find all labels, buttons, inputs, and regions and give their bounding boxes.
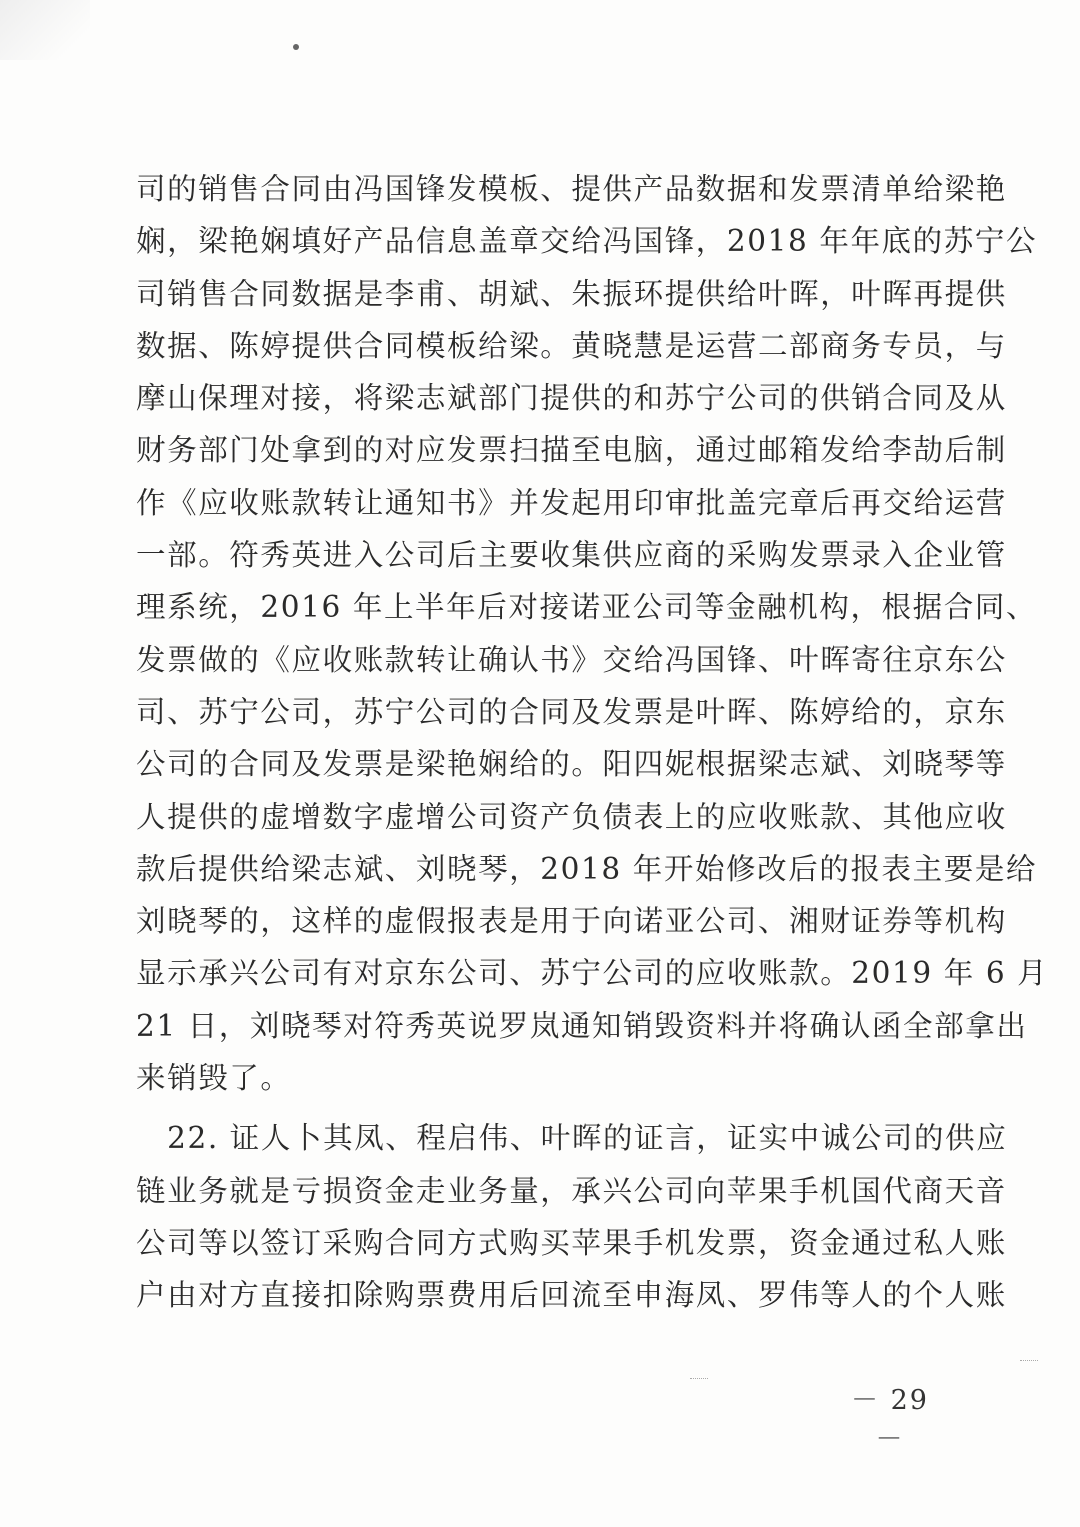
document-body [136,163,1049,1322]
text-line: 公司的合同及发票是梁艳娴给的。阳四妮根据梁志斌、刘晓琴等 [136,747,1007,782]
text-line: 作《应收账款转让通知书》并发起用印审批盖完章后再交给运营 [136,485,1007,520]
text-line: 摩山保理对接，将梁志斌部门提供的和苏宁公司的供销合同及从 [136,381,1007,416]
text-line: 链业务就是亏损资金走业务量，承兴公司向苹果手机国代商天音 [136,1173,1007,1208]
text-line: 刘晓琴的，这样的虚假报表是用于向诺亚公司、湘财证券等机构 [136,904,1007,939]
text-line: 公司等以签订采购合同方式购买苹果手机发票，资金通过私人账 [136,1225,1007,1260]
text-line: 22. 证人卜其凤、程启伟、叶晖的证言，证实中诚公司的供应 [136,1121,1008,1156]
text-line: 人提供的虚增数字虚增公司资产负债表上的应收账款、其他应收 [136,799,1007,834]
scan-corner-shade [0,0,90,60]
text-line: 数据、陈婷提供合同模板给梁。黄晓慧是运营二部商务专员，与 [136,328,1007,363]
text-line: 司的销售合同由冯国锋发模板、提供产品数据和发票清单给梁艳 [136,172,1007,206]
scan-speck-mark [690,1378,708,1385]
text-line: 21 日，刘晓琴对符秀英说罗岚通知销毁资料并将确认函全部拿出 [136,1008,1028,1043]
paragraph-gap [136,1104,928,1112]
page-number: － 29 － [851,1385,929,1455]
text-line: 户由对方直接扣除购票费用后回流至申海凤、罗伟等人的个人账 [136,1278,1007,1313]
text-line: 司销售合同数据是李甫、胡斌、朱振环提供给叶晖，叶晖再提供 [136,276,1007,311]
text-line: 一部。符秀英进入公司后主要收集供应商的采购发票录入企业管 [136,538,1007,573]
scan-dot-mark [293,44,299,50]
text-line: 司、苏宁公司，苏宁公司的合同及发票是叶晖、陈婷给的，京东 [136,694,1007,729]
paragraph-2 [136,1112,1008,1321]
text-line: 发票做的《应收账款转让确认书》交给冯国锋、叶晖寄往京东公 [136,642,1007,677]
text-line: 来销毁了。 [136,1061,292,1096]
text-line: 款后提供给梁志斌、刘晓琴，2018 年开始修改后的报表主要是给 [136,851,1038,886]
scan-speck-mark [1020,1360,1038,1367]
text-line: 财务部门处拿到的对应发票扫描至电脑，通过邮箱发给李劼后制 [136,433,1007,468]
text-line: 理系统，2016 年上半年后对接诺亚公司等金融机构，根据合同、 [136,590,1038,625]
paragraph-1 [136,163,1049,1104]
text-line: 娴，梁艳娴填好产品信息盖章交给冯国锋，2018 年年底的苏宁公 [136,224,1038,259]
text-line: 显示承兴公司有对京东公司、苏宁公司的应收账款。2019 年 6 月 [136,956,1049,991]
